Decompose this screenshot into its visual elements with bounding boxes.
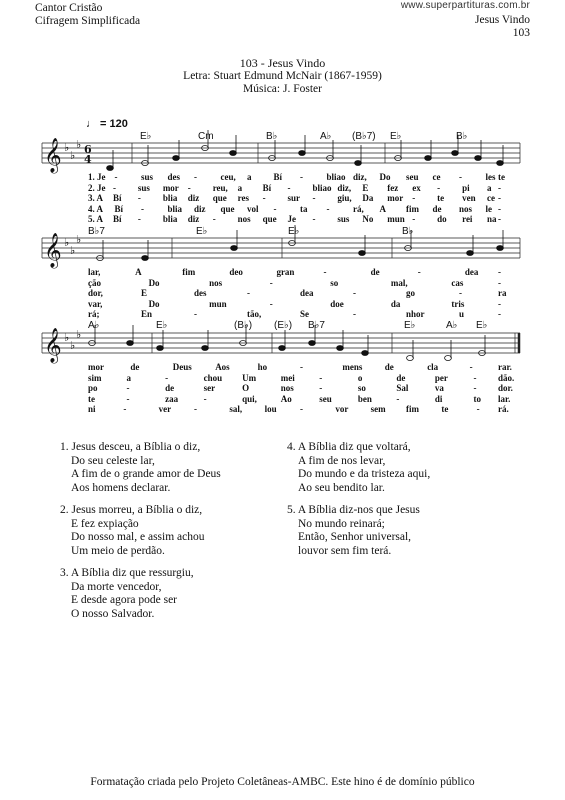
lyric-syllable: - <box>469 362 473 372</box>
lyric-syllable: dea <box>464 267 479 277</box>
lyric-syllable: A <box>379 203 386 214</box>
lyric-syllable: ceu, <box>220 172 236 182</box>
lyric-syllable: fim <box>406 404 419 414</box>
lyric-syllable: a <box>247 172 252 182</box>
lyric-syllable: reu, <box>212 182 228 193</box>
lyric-syllable: - <box>269 277 273 288</box>
lyric-syllable: blia <box>167 203 183 214</box>
lyric-syllable: sur <box>287 193 301 203</box>
lyric-syllable: - <box>319 372 323 383</box>
lyric-syllable: ce <box>487 193 496 203</box>
lyric-syllable: - <box>353 288 356 298</box>
lyric-syllable: do <box>437 214 447 224</box>
lyric-syllable: 1. Je <box>88 172 106 182</box>
lyric-syllable: - <box>396 393 400 404</box>
lyric-syllable: - <box>269 298 273 309</box>
svg-text:♭: ♭ <box>64 331 70 344</box>
lyric-syllable: - <box>323 267 327 277</box>
lyric-syllable: - <box>203 393 207 404</box>
lyric-syllable: - <box>326 203 330 214</box>
lyric-syllable: nos <box>209 277 223 288</box>
lyric-syllable: - <box>498 193 501 203</box>
lyric-syllable: - <box>112 182 116 193</box>
lyric-syllable: mor <box>88 362 104 372</box>
lyric-syllable: chou <box>203 372 223 383</box>
lyric-syllable: po <box>88 383 98 393</box>
lyric-syllable: le <box>485 203 492 214</box>
lyric-syllable: so <box>330 277 339 288</box>
lyric-syllable: de <box>165 383 175 393</box>
lyric-syllable: te <box>88 393 95 404</box>
lyric-syllable: - <box>319 383 323 393</box>
lyric-syllable: les <box>485 172 496 182</box>
lyric-syllable: ta <box>300 203 308 214</box>
lyric-syllable: sus <box>337 214 350 224</box>
lyric-syllable: tão, <box>247 309 262 319</box>
clefs <box>44 138 92 364</box>
lyric-syllable: ser <box>203 383 216 393</box>
lyric-syllable: deo <box>229 267 243 277</box>
lyric-syllable: - <box>498 309 501 319</box>
lyric-syllable: bliao <box>312 182 332 193</box>
lyric-syllable: - <box>194 309 197 319</box>
lyric-syllable: per <box>434 372 448 383</box>
lyric-syllable: deа <box>300 288 314 298</box>
composer: Música: J. Foster <box>243 83 322 95</box>
lyric-syllable: Do <box>379 172 391 182</box>
lyric-syllable: - <box>194 404 197 414</box>
lyric-syllable: so <box>357 383 366 393</box>
chord: B♭ <box>402 226 414 237</box>
lyric-syllable: sus <box>141 172 154 182</box>
lyric-syllable: va <box>434 383 444 393</box>
lyric-syllable: - <box>300 172 303 182</box>
lyric-syllable: pi <box>462 182 470 193</box>
lyric-syllable: Ao <box>280 393 292 404</box>
lyric-syllable: - <box>273 203 277 214</box>
lyric-syllable: que <box>220 203 235 214</box>
lyric-syllable: - <box>437 182 441 193</box>
lyric-syllable: sal, <box>229 404 243 414</box>
lyric-syllable: nos <box>280 383 294 393</box>
lyric-syllable: - <box>417 267 421 277</box>
notes <box>89 130 504 361</box>
lyric-syllable: a <box>487 182 492 193</box>
lyric-syllable: - <box>312 214 316 224</box>
chord: E♭ <box>476 320 488 331</box>
chord: E♭ <box>196 226 208 237</box>
lyric-syllable: - <box>165 372 169 383</box>
lyric-syllable: ni <box>88 404 96 414</box>
svg-text:♭: ♭ <box>76 138 82 151</box>
lyric-syllable: diz <box>194 203 206 214</box>
svg-text:𝄞: 𝄞 <box>44 138 62 173</box>
lyric-syllable: ce <box>432 172 441 182</box>
svg-text:♭: ♭ <box>76 328 82 341</box>
lyric-syllable: - <box>126 393 130 404</box>
lyric-syllable: des <box>194 288 207 298</box>
lyric-syllable: nhor <box>406 309 425 319</box>
lyric-syllable: - <box>262 193 266 203</box>
verse-line: No mundo reinará; <box>298 517 385 530</box>
lyric-syllable: - <box>114 172 118 182</box>
lyric-syllable: de <box>396 372 406 383</box>
lyric-syllable: - <box>353 309 356 319</box>
svg-text:♭: ♭ <box>76 233 82 246</box>
lyric-syllable: mei <box>280 372 295 383</box>
lyric-syllable: zaa <box>165 393 179 404</box>
lyric-syllable: 5. A <box>88 214 104 224</box>
lyric-syllable: diz <box>187 193 200 203</box>
verse-line: 3. A Bíblia diz que ressurgiu, <box>60 567 194 579</box>
svg-text:𝄞: 𝄞 <box>44 328 62 363</box>
lyric-syllable: rá, <box>353 203 364 214</box>
lyric-syllable: - <box>498 298 501 309</box>
lyric-syllable: 2. Je <box>88 182 106 193</box>
lyric-syllable: seu <box>319 393 332 404</box>
lyric-syllable: doe <box>330 298 344 309</box>
lyric-syllable: u <box>459 309 465 319</box>
lyric-syllable: que <box>262 214 277 224</box>
lyric-syllable: 3. A <box>88 193 104 203</box>
chord: E♭ <box>140 131 152 142</box>
verse-2 <box>60 504 205 558</box>
lyric-syllable: te <box>441 404 449 414</box>
hymn-header-number: 103 <box>512 27 530 39</box>
lyric-syllable: - <box>194 172 197 182</box>
lyric-syllable: dor, <box>88 288 103 298</box>
lyric-syllable: na <box>487 214 497 224</box>
staff-1 <box>42 143 520 163</box>
lyric-syllable: - <box>300 362 303 372</box>
svg-text:4: 4 <box>84 153 92 166</box>
lyric-syllable: - <box>459 172 462 182</box>
chord: A♭ <box>320 131 332 142</box>
lyric-syllable: seu <box>406 172 419 182</box>
lyric-syllable: ver <box>158 404 172 414</box>
svg-text:♭: ♭ <box>70 149 76 162</box>
lyric-syllable: blia <box>162 214 178 224</box>
verse-line: Aos homens declarar. <box>71 481 171 494</box>
lyric-syllable: mor <box>387 193 404 203</box>
lyric-syllable: de <box>370 267 380 277</box>
lyric-syllable: de <box>130 362 140 372</box>
lyric-syllable: Bí <box>112 214 122 224</box>
chord: E♭ <box>404 320 416 331</box>
lyric-syllable: rá; <box>88 309 100 319</box>
lyric-syllable: mun <box>209 298 227 309</box>
chord: (B♭7) <box>352 131 376 142</box>
lyric-syllable: Bí <box>112 193 122 203</box>
lyric-syllable: ven <box>462 193 476 203</box>
chord: A♭ <box>88 320 100 331</box>
lyric-syllable: fim <box>406 203 419 214</box>
verse-line: 5. A Bíblia diz-nos que Jesus <box>287 504 420 516</box>
lyric-syllable: te <box>498 172 505 182</box>
svg-text:♭: ♭ <box>70 244 76 257</box>
edition-name: Cifragem Simplificada <box>35 15 141 27</box>
verse-line: A fim de o grande amor de Deus <box>71 468 221 480</box>
chord: E♭ <box>156 320 168 331</box>
lyric-syllable: a <box>237 182 243 193</box>
lyric-syllable: - <box>123 404 127 414</box>
lyric-syllable: rá. <box>498 404 509 414</box>
lyric-syllable: cas <box>451 277 464 288</box>
lyric-syllable: - <box>476 404 480 414</box>
lyric-syllable: No <box>362 214 374 224</box>
lyric-syllable: di <box>434 393 443 404</box>
lyric-syllable: dão. <box>498 372 515 383</box>
verse-line: Ao seu bendito lar. <box>298 481 385 494</box>
lyric-syllable: sem <box>370 404 386 414</box>
lyric-syllable: nos <box>459 203 473 214</box>
verse-line: E fez expiação <box>71 517 139 530</box>
verse-line: Então, Senhor universal, <box>298 531 412 543</box>
lyric-syllable: 4. A <box>88 203 104 214</box>
lyric-syllable: rei <box>462 214 473 224</box>
lyric-syllable: diz, <box>337 182 352 193</box>
lyric-syllable: - <box>300 404 303 414</box>
verse-line: E desde agora pode ser <box>71 594 178 606</box>
lyric-syllable: giu, <box>337 193 352 203</box>
lyric-syllable: Do <box>148 277 160 288</box>
lyric-syllable: A <box>135 267 142 277</box>
lyric-syllable: - <box>137 193 141 203</box>
lyric-syllable: a <box>126 372 132 383</box>
lyric-syllable: ho <box>257 362 268 372</box>
chord: Cm <box>198 131 214 142</box>
lyric-syllable: - <box>312 193 316 203</box>
footer-note: Formatação criada pelo Projeto Coletâneas-AMBC. Este hino é de domínio público <box>90 776 475 788</box>
lyric-syllable: Bí <box>114 203 124 214</box>
lyric-syllable: Bí <box>262 182 272 193</box>
lyric-syllable: gran <box>276 267 295 277</box>
lyric-syllable: fez <box>387 182 399 193</box>
lyric-syllable: mun <box>387 214 405 224</box>
lyric-syllable: res <box>237 193 249 203</box>
lyric-syllable: Sal <box>396 383 409 393</box>
collection-name: Cantor Cristão <box>35 2 103 14</box>
chord: E♭ <box>390 131 402 142</box>
verse-line: louvor sem fim terá. <box>298 544 392 557</box>
lyric-syllable: - <box>498 214 501 224</box>
lyric-syllable: des <box>167 172 181 182</box>
lyric-syllable: ben <box>357 393 372 404</box>
svg-text:♭: ♭ <box>64 141 70 154</box>
lyric-syllable: E <box>362 182 369 193</box>
lyric-syllable: var, <box>88 298 103 309</box>
verse-line: 4. A Bíblia diz que voltará, <box>287 441 411 453</box>
svg-text:♭: ♭ <box>64 236 70 249</box>
site-url: www.superpartituras.com.br <box>400 0 530 11</box>
lyric-syllable: lar, <box>88 267 101 277</box>
lyric-syllable: - <box>498 203 501 214</box>
lyric-syllable: dor. <box>498 383 513 393</box>
hymn-header-title: Jesus Vindo <box>474 14 530 26</box>
verse-line: Do seu celeste lar, <box>71 454 155 467</box>
lyric-syllable: da <box>390 298 401 309</box>
tempo-marking: ♩ = 120 <box>86 118 128 130</box>
lyric-syllable: - <box>412 193 416 203</box>
lyric-syllable: Se <box>300 309 309 319</box>
verse-line: Um meio de perdão. <box>71 544 165 557</box>
chord: (B♭) <box>234 320 253 331</box>
lyric-syllable: - <box>247 288 250 298</box>
lyric-syllable: - <box>498 277 501 288</box>
lyric-syllable: - <box>459 288 462 298</box>
lyric-syllable: lar. <box>498 393 511 404</box>
lyric-syllable: mor <box>162 182 179 193</box>
lyric-syllable: - <box>412 214 416 224</box>
chord: E♭ <box>288 226 300 237</box>
lyric-syllable: - <box>473 372 477 383</box>
lyric-syllable: - <box>287 182 291 193</box>
lyric-syllable: sus <box>137 182 150 193</box>
lyric-syllable: Um <box>242 372 257 383</box>
chord: B♭7 <box>88 226 105 237</box>
verse-3 <box>60 567 194 621</box>
lyric-syllable: - <box>498 182 501 193</box>
lyric-syllable: Da <box>362 193 374 203</box>
lyric-syllable: ção <box>88 277 101 288</box>
lyric-syllable: qui, <box>242 393 257 404</box>
lyric-syllable: sim <box>88 372 102 383</box>
lyric-syllable: Deus <box>172 362 192 372</box>
verse-line: Do mundo e da tristeza aqui, <box>298 468 431 480</box>
lyric-syllable: diz <box>187 214 200 224</box>
lyric-syllable: nos <box>237 214 251 224</box>
lyric-syllable: Do <box>148 298 160 309</box>
lyric-syllable: te <box>437 193 445 203</box>
lyric-syllable: fim <box>182 267 196 277</box>
lyric-syllable: de <box>432 203 442 214</box>
verse-line: 2. Jesus morreu, a Bíblia o diz, <box>60 504 203 516</box>
lyric-syllable: go <box>406 288 415 298</box>
lyric-syllable: - <box>187 182 191 193</box>
lyric-syllable: Je <box>287 214 297 224</box>
lyricist: Letra: Stuart Edmund McNair (1867-1959) <box>183 70 382 82</box>
lyric-syllable: Aos <box>215 362 230 372</box>
lyric-syllable: mens <box>342 362 363 372</box>
lyric-syllable: E <box>141 288 148 298</box>
staff-2 <box>42 238 520 258</box>
lyric-syllable: ex <box>412 182 421 193</box>
lyric-syllable: - <box>141 203 144 214</box>
verse-line: A fim de nos levar, <box>298 454 386 467</box>
verse-line: 1. Jesus desceu, a Bíblia o diz, <box>60 441 201 453</box>
lyric-syllable: to <box>473 393 481 404</box>
chord: B♭ <box>266 131 278 142</box>
lyric-syllable: vol <box>247 203 259 214</box>
lyric-syllable: blia <box>162 193 178 203</box>
verse-1 <box>60 441 221 495</box>
verse-line: O nosso Salvador. <box>71 607 155 620</box>
verse-5 <box>287 504 420 558</box>
lyric-syllable: En <box>141 309 153 319</box>
chord: B♭ <box>456 131 468 142</box>
lyric-syllable: que <box>212 193 227 203</box>
lyric-syllable: bliao <box>326 172 346 182</box>
lyric-syllable: - <box>137 214 141 224</box>
lyric-syllable: - <box>473 383 477 393</box>
svg-text:𝄞: 𝄞 <box>44 233 62 268</box>
lyric-syllable: O <box>242 383 250 393</box>
lyric-syllable: vor <box>335 404 349 414</box>
lyric-syllable: - <box>212 214 216 224</box>
chord: (E♭) <box>274 320 293 331</box>
lyric-syllable: de <box>384 362 394 372</box>
lyric-syllable: diz, <box>353 172 367 182</box>
lyric-syllable: cla <box>427 362 439 372</box>
lyric-syllable: - <box>126 383 130 393</box>
lyric-syllable: ra <box>498 288 507 298</box>
verse-line: Do nosso mal, e assim achou <box>71 531 205 543</box>
lyric-syllable: o <box>357 372 363 383</box>
lyric-syllable: mal, <box>390 277 408 288</box>
svg-text:♭: ♭ <box>70 339 76 352</box>
chord: A♭ <box>446 320 458 331</box>
lyric-syllable: - <box>498 267 501 277</box>
svg-text:6: 6 <box>84 143 92 156</box>
lyric-syllable: tris <box>451 298 465 309</box>
lyric-syllable: rar. <box>498 362 512 372</box>
verse-line: Da morte vencedor, <box>71 580 162 593</box>
verse-4 <box>287 441 430 495</box>
lyric-syllable: lou <box>264 404 277 414</box>
lyric-syllable: Bí <box>273 172 283 182</box>
hymn-title: 103 - Jesus Vindo <box>239 56 326 70</box>
chord: B♭7 <box>308 320 325 331</box>
